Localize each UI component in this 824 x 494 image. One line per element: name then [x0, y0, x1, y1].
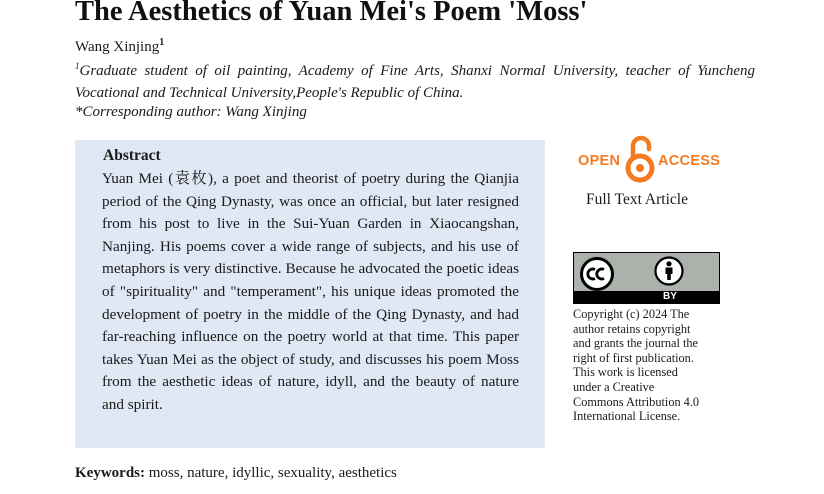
abstract-box: [75, 140, 545, 448]
keywords-line: [75, 465, 397, 482]
author-line: [75, 39, 164, 56]
open-access-word-open: OPEN: [578, 153, 621, 169]
cc-by-label: BY: [663, 291, 677, 302]
author-name: Wang Xinjing: [75, 39, 160, 55]
affiliation-marker: 1: [75, 61, 80, 71]
abstract-text: Yuan Mei (袁枚), a poet and theorist of poetry during the Qianjia period of the Qing Dynasty, was once an official, but later resigned from his post to live in the Sui-Yuan Garden in Xiaocangshan, Nanjing. His poems cover a wide range of subjects, and his use of metaphors is very distinctive. Because he advocated the poetic ideas of "spirituality" and "temperament", his unique ideas promoted the development of poetry in the middle of the Qing Dynasty, and had far-reaching influence on the poetry world at that time. This paper takes Yuan Mei as the object of study, and discusses his poem Moss from the aesthetic ideas of nature, idyll, and the beauty of nature and spirit.: [102, 170, 519, 413]
abstract-heading: Abstract: [103, 147, 161, 164]
license-text: [573, 307, 713, 424]
license-line: Copyright (c) 2024 The: [573, 307, 690, 321]
cc-by-strip: [574, 291, 719, 303]
creative-commons-icon: [580, 257, 614, 291]
license-line: right of first publication.: [573, 350, 694, 365]
open-access-logo[interactable]: [578, 134, 723, 186]
license-line: Commons Attribution 4.0: [573, 394, 700, 409]
keywords-list: moss, nature, idyllic, sexuality, aesthetics: [148, 465, 397, 481]
affiliation-text: Graduate student of oil painting, Academy of Fine Arts, Shanxi Normal University, teacher of Yuncheng Vocational and Technical University,People's Republic of China.: [75, 63, 755, 101]
cc-by-license-badge[interactable]: [573, 252, 720, 304]
open-lock-icon: [625, 134, 655, 186]
full-text-article-label[interactable]: Full Text Article: [586, 191, 688, 208]
open-access-word-access: ACCESS: [658, 153, 721, 169]
license-line: International License.: [573, 409, 681, 424]
author-affiliation-marker: 1: [159, 37, 165, 48]
attribution-person-icon: [654, 256, 684, 286]
corresponding-author: *Corresponding author: Wang Xinjing: [75, 104, 307, 120]
affiliation: [75, 60, 755, 104]
license-line: author retains copyright: [573, 321, 691, 336]
license-line: This work is licensed: [573, 365, 678, 380]
license-line: and grants the journal the: [573, 336, 698, 351]
paper-title: The Aesthetics of Yuan Mei's Poem 'Moss': [75, 0, 588, 27]
keywords-label: Keywords:: [75, 465, 145, 481]
license-line: under a Creative: [573, 379, 655, 394]
